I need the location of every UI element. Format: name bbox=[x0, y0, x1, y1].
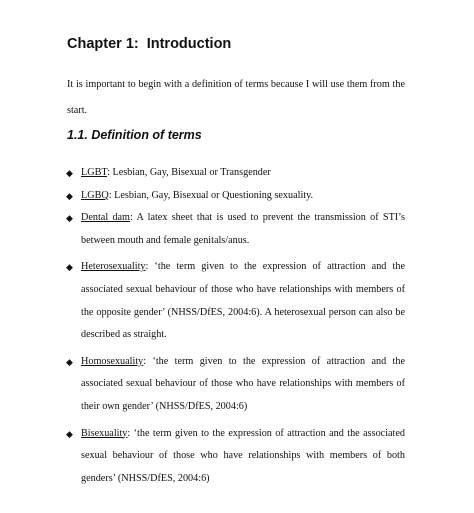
definition-list bbox=[0, 162, 474, 494]
chapter-title: Introduction bbox=[146, 36, 232, 52]
term-label: LGBQ bbox=[81, 189, 109, 201]
bullet-icon: ◆ bbox=[66, 213, 73, 224]
term-label: Dental dam bbox=[81, 212, 130, 224]
term-definition: : Lesbian, Gay, Bisexual or Transgender bbox=[107, 167, 271, 178]
term-label: LGBT bbox=[81, 167, 108, 178]
definition-item-bisexuality bbox=[0, 423, 405, 491]
term-definition: : ‘the term given to the expression of attraction and the associated sexual behaviour of those who have relationships with members of the opposite gender’ (NHSS/DfES, 2004:6). A heterosexual person can also be described as straight. bbox=[81, 261, 405, 341]
chapter-heading bbox=[67, 36, 231, 52]
term-definition: : A latex sheet that is used to prevent the transmission of STI’s between mouth and female genitals/anus. bbox=[81, 212, 405, 246]
bullet-icon: ◆ bbox=[66, 428, 73, 439]
term-label: Homosexuality bbox=[81, 355, 144, 367]
bullet-icon: ◆ bbox=[66, 356, 73, 367]
term-definition: : ‘the term given to the expression of attraction and the associated sexual behaviour of those who have relationships with members of their own gender’ (NHSS/DfES, 2004:6) bbox=[81, 355, 405, 412]
definition-item-homosexuality bbox=[0, 351, 405, 419]
bullet-icon: ◆ bbox=[66, 168, 73, 178]
definition-item-lgbt bbox=[0, 162, 405, 185]
chapter-number: Chapter 1: bbox=[67, 36, 139, 52]
intro-paragraph: It is important to begin with a definition of terms because I will use them from the start. bbox=[67, 79, 405, 116]
definition-item-lgbq bbox=[0, 185, 405, 208]
term-definition: : Lesbian, Gay, Bisexual or Questioning sexuality. bbox=[108, 189, 314, 201]
term-label: Bisexuality bbox=[81, 427, 128, 439]
definition-item-dental-dam bbox=[0, 207, 405, 252]
section-heading: 1.1. Definition of terms bbox=[67, 128, 202, 142]
term-definition: : ‘the term given to the expression of attraction and the associated sexual behaviour of those who have relationships with members of both genders’ (NHSS/DfES, 2004:6) bbox=[81, 427, 405, 484]
term-label: Heterosexuality bbox=[81, 261, 146, 273]
bullet-icon: ◆ bbox=[66, 190, 73, 201]
bullet-icon: ◆ bbox=[66, 262, 73, 273]
definition-item-heterosexuality bbox=[0, 256, 405, 346]
